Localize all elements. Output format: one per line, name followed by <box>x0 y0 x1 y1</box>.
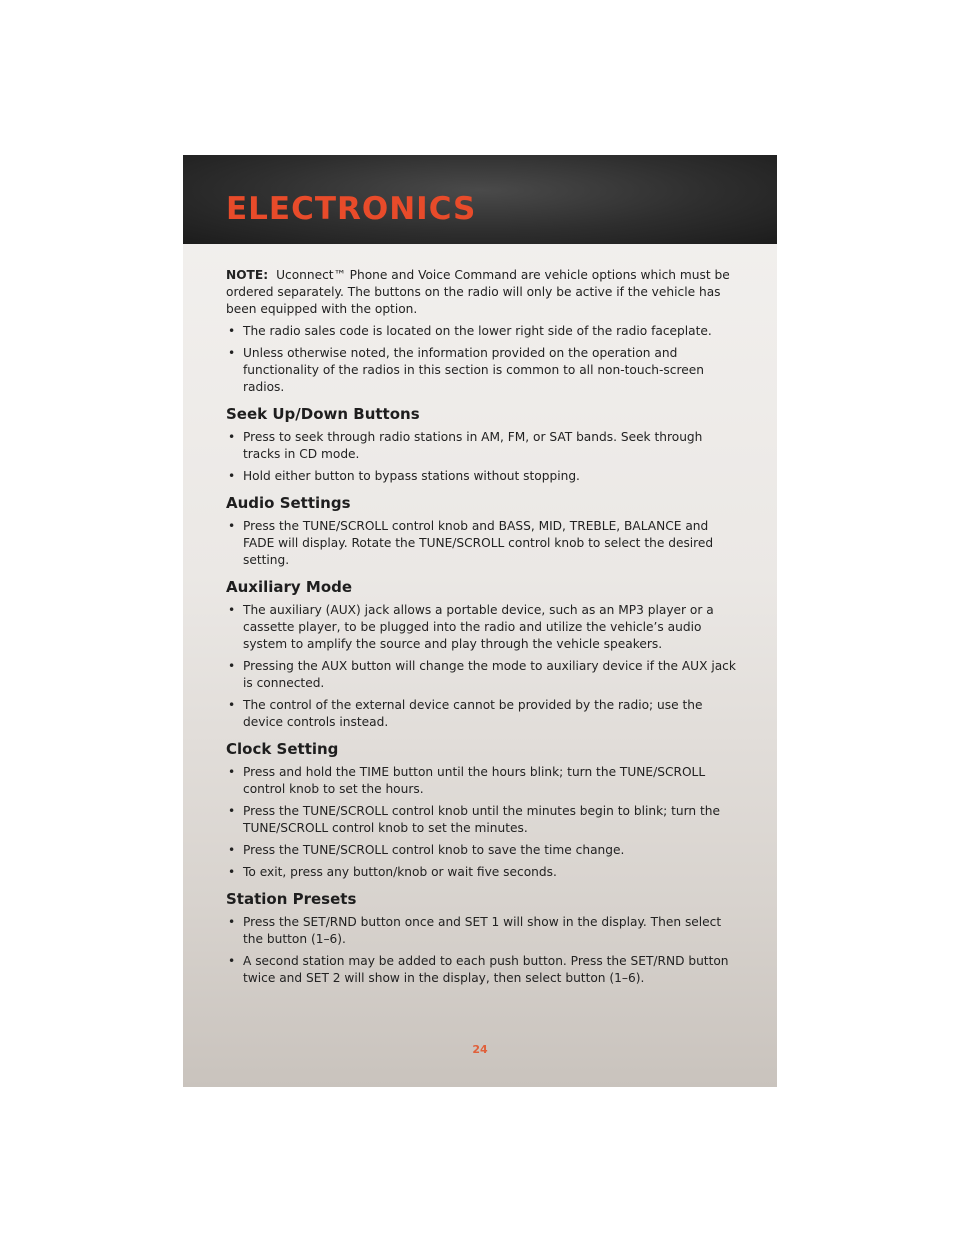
list-item <box>226 345 736 396</box>
bullet-icon: • <box>228 765 236 779</box>
list-item <box>226 468 736 485</box>
bullet-icon: • <box>228 430 236 444</box>
bullet-icon: • <box>228 843 236 857</box>
list-item-text: Press the TUNE/SCROLL control knob until the minutes begin to blink; turn the TUNE/SCROLL control knob to set the minutes. <box>243 804 721 835</box>
list-item-text: Press the TUNE/SCROLL control knob and BASS, MID, TREBLE, BALANCE and FADE will display. Rotate the TUNE/SCROLL control knob to select the desired setting. <box>243 519 714 567</box>
note-paragraph <box>226 267 736 318</box>
intro-bullet-list <box>226 323 736 396</box>
list-item <box>226 864 736 881</box>
list-item-text: Press to seek through radio stations in AM, FM, or SAT bands. Seek through tracks in CD mode. <box>243 430 703 461</box>
list-item-text: Hold either button to bypass stations without stopping. <box>243 469 580 483</box>
list-item <box>226 518 736 569</box>
section-heading-seek: Seek Up/Down Buttons <box>226 405 420 423</box>
list-item-text: Press and hold the TIME button until the hours blink; turn the TUNE/SCROLL control knob to set the hours. <box>243 765 706 796</box>
list-item-text: The auxiliary (AUX) jack allows a portable device, such as an MP3 player or a cassette player, to be plugged into the radio and utilize the vehicle’s audio system to amplify the source and play through the vehicle speakers. <box>243 603 714 651</box>
list-item <box>226 658 736 692</box>
list-item <box>226 323 736 340</box>
list-item <box>226 842 736 859</box>
list-item <box>226 764 736 798</box>
bullet-icon: • <box>228 915 236 929</box>
clock-bullet-list <box>226 764 736 881</box>
bullet-icon: • <box>228 804 236 818</box>
manual-page <box>183 155 777 1087</box>
bullet-icon: • <box>228 346 236 360</box>
list-item-text: Press the SET/RND button once and SET 1 will show in the display. Then select the button (1–6). <box>243 915 722 946</box>
section-heading-audio: Audio Settings <box>226 494 351 512</box>
section-heading-clock: Clock Setting <box>226 740 339 758</box>
list-item-text: To exit, press any button/knob or wait five seconds. <box>243 865 557 879</box>
auxiliary-bullet-list <box>226 602 736 731</box>
list-item-text: The radio sales code is located on the lower right side of the radio faceplate. <box>243 324 712 338</box>
list-item-text: The control of the external device cannot be provided by the radio; use the device controls instead. <box>243 698 703 729</box>
presets-bullet-list <box>226 914 736 987</box>
bullet-icon: • <box>228 865 236 879</box>
list-item <box>226 429 736 463</box>
list-item <box>226 914 736 948</box>
list-item <box>226 953 736 987</box>
bullet-icon: • <box>228 659 236 673</box>
bullet-icon: • <box>228 469 236 483</box>
list-item-text: Press the TUNE/SCROLL control knob to save the time change. <box>243 843 625 857</box>
list-item <box>226 602 736 653</box>
bullet-icon: • <box>228 324 236 338</box>
page-number: 24 <box>472 1043 488 1056</box>
bullet-icon: • <box>228 698 236 712</box>
audio-bullet-list <box>226 518 736 569</box>
list-item <box>226 803 736 837</box>
bullet-icon: • <box>228 603 236 617</box>
section-heading-auxiliary: Auxiliary Mode <box>226 578 353 596</box>
note-text: Uconnect™ Phone and Voice Command are vehicle options which must be ordered separately. The buttons on the radio will only be active if the vehicle has been equipped with the option. <box>226 268 730 316</box>
bullet-icon: • <box>228 519 236 533</box>
page-content <box>226 267 736 992</box>
seek-bullet-list <box>226 429 736 485</box>
bullet-icon: • <box>228 954 236 968</box>
list-item-text: Unless otherwise noted, the information provided on the operation and functionality of the radios in this section is common to all non-touch-screen radios. <box>243 346 704 394</box>
section-heading-presets: Station Presets <box>226 890 357 908</box>
page-title: ELECTRONICS <box>226 191 477 227</box>
section-header-bar <box>183 155 777 244</box>
list-item-text: Pressing the AUX button will change the mode to auxiliary device if the AUX jack is connected. <box>243 659 736 690</box>
list-item-text: A second station may be added to each push button. Press the SET/RND button twice and SET 2 will show in the display, then select button (1–6). <box>243 954 729 985</box>
list-item <box>226 697 736 731</box>
note-label: NOTE: <box>226 268 269 282</box>
